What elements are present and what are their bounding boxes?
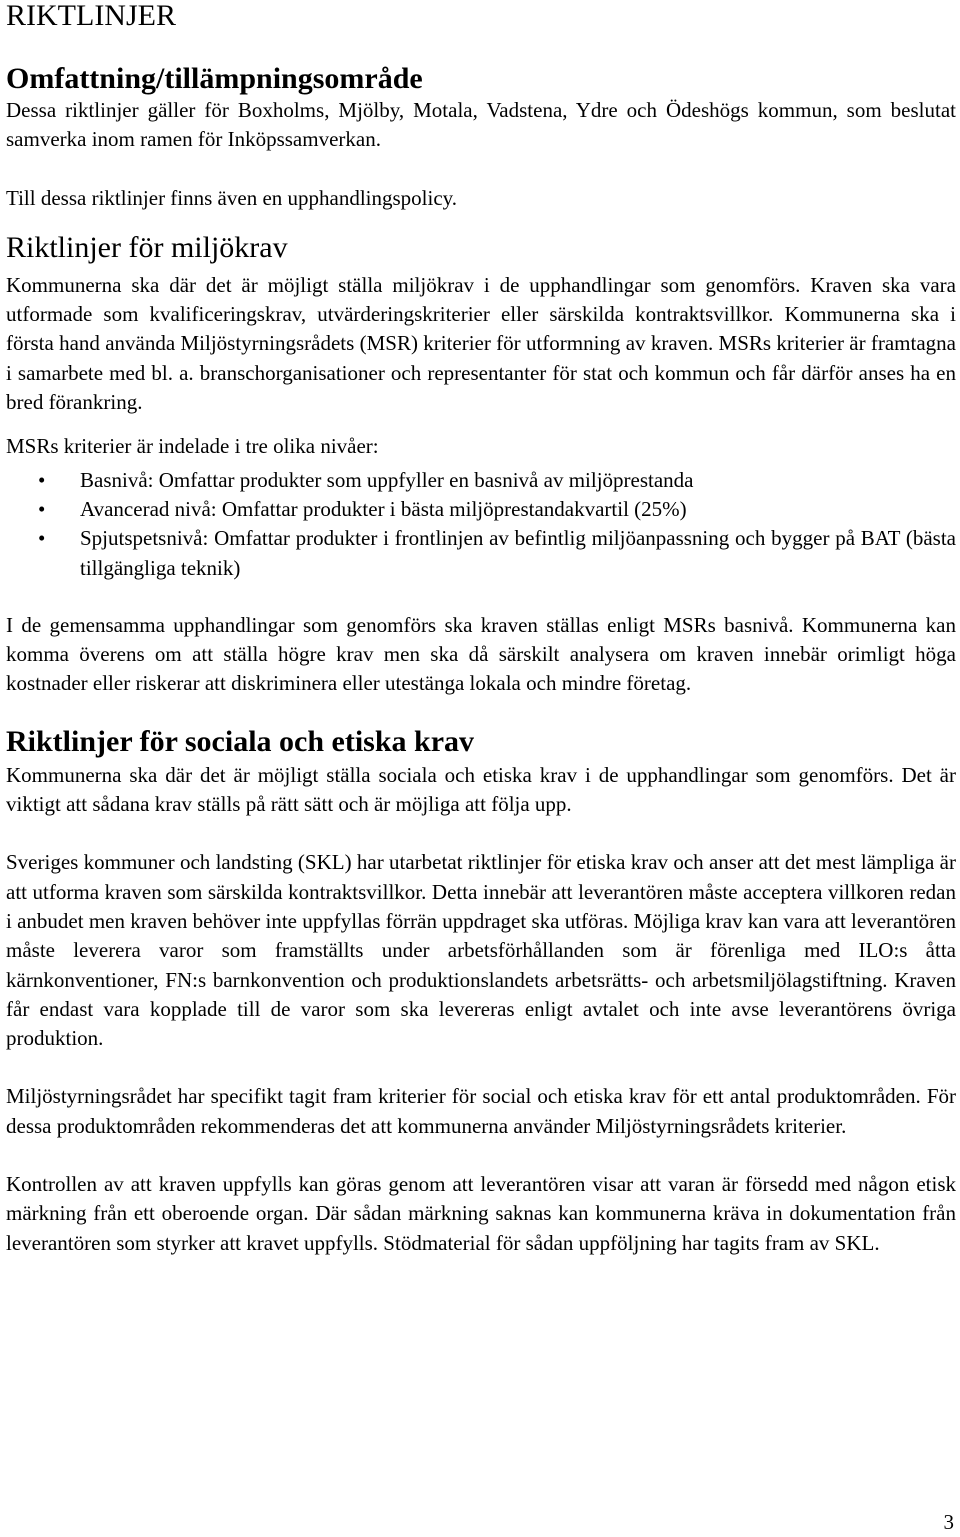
social-paragraph: Kontrollen av att kraven uppfylls kan göras genom att leverantören visar att varan är försedd med någon etisk märkning från ett oberoende organ. Där sådan märkning saknas kan kommunerna kräva in dokumentation från leverantören som styrker att kravet uppfylls. Stödmaterial för sådan uppföljning har tagits fram av SKL. bbox=[6, 1172, 956, 1255]
bullet-icon: • bbox=[38, 467, 46, 492]
scope-paragraph: Dessa riktlinjer gäller för Boxholms, Mjölby, Motala, Vadstena, Ydre och Ödeshögs kommun, som beslutat samverka inom ramen för Inköpssamverkan. bbox=[6, 98, 956, 152]
levels-intro-paragraph: MSRs kriterier är indelade i tre olika nivåer: bbox=[6, 434, 379, 459]
social-paragraph: Kommunerna ska där det är möjligt ställa sociala och etiska krav i de upphandlingar som genomförs. Det är viktigt att sådana krav ställs på rätt sätt och är möjliga att följa upp. bbox=[6, 762, 956, 817]
level-text: Basnivå: Omfattar produkter som uppfyller en basnivå av miljöprestanda bbox=[80, 467, 694, 492]
msr-levels-list bbox=[6, 466, 956, 583]
social-paragraph: Miljöstyrningsrådet har specifikt tagit fram kriterier för social och etiska krav för ett antal produktområden. För dessa produktområden rekommenderas det att kommunerna använder Miljöstyrningsrådets kriterier. bbox=[6, 1084, 956, 1138]
level-text: Spjutspetsnivå: Omfattar produkter i frontlinjen av befintlig miljöanpassning och bygger på BAT (bästa tillgängliga teknik) bbox=[80, 526, 956, 580]
policy-reference-paragraph: Till dessa riktlinjer finns även en upphandlingspolicy. bbox=[6, 185, 458, 210]
list-item bbox=[6, 466, 956, 495]
social-heading: Riktlinjer för sociala och etiska krav bbox=[6, 724, 475, 758]
environment-heading: Riktlinjer för miljökrav bbox=[6, 230, 288, 264]
environment-conclusion-paragraph: I de gemensamma upphandlingar som genomförs ska kraven ställas enligt MSRs basnivå. Kommunerna kan komma överens om att ställa högre krav men ska då särskilt analysera om kraven innebär orimligt höga kostnader eller riskerar att diskriminera eller utestänga lokala och mindre företag. bbox=[6, 612, 956, 696]
page-number: 3 bbox=[943, 1510, 954, 1534]
document-title: RIKTLINJER bbox=[6, 0, 176, 32]
environment-intro-paragraph: Kommunerna ska där det är möjligt ställa miljökrav i de upphandlingar som genomförs. Kraven ska vara utformade som kvalificeringskrav, utvärderingskriterier eller särskilda kontraktsvillkor. Kommunerna ska i första hand använda Miljöstyrningsrådets (MSR) kriterier för utformning av kraven. MSRs kriterier är framtagna i samarbete med bl. a. branschorganisationer och representanter för stat och kommun och får därför anses ha en bred förankring. bbox=[6, 272, 956, 415]
bullet-icon: • bbox=[38, 526, 46, 551]
level-text: Avancerad nivå: Omfattar produkter i bästa miljöprestandakvartil (25%) bbox=[80, 496, 687, 521]
list-item bbox=[6, 524, 956, 583]
scope-heading: Omfattning/tillämpningsområde bbox=[6, 62, 423, 95]
bullet-icon: • bbox=[38, 496, 46, 521]
list-item bbox=[6, 495, 956, 524]
document-page bbox=[6, 0, 956, 1258]
social-paragraph: Sveriges kommuner och landsting (SKL) har utarbetat riktlinjer för etiska krav och anser att det mest lämpliga är att utforma kraven som särskilda kontraktsvillkor. Detta innebär att leverantören måste acceptera villkoren redan i anbudet men kraven behöver inte uppfyllas förrän uppdraget ska utföras. Möjliga krav kan vara att leverantören måste leverera varor som framställts under arbetsförhållanden som är förenliga med ILO:s åtta kärnkonventioner, FN:s barnkonvention och produktionslandets arbetsrätts- och arbetsmiljölagstiftning. Kraven får endast vara kopplade till de varor som ska levereras enligt avtalet och inte avse leverantörens övriga produktion. bbox=[6, 850, 956, 1051]
